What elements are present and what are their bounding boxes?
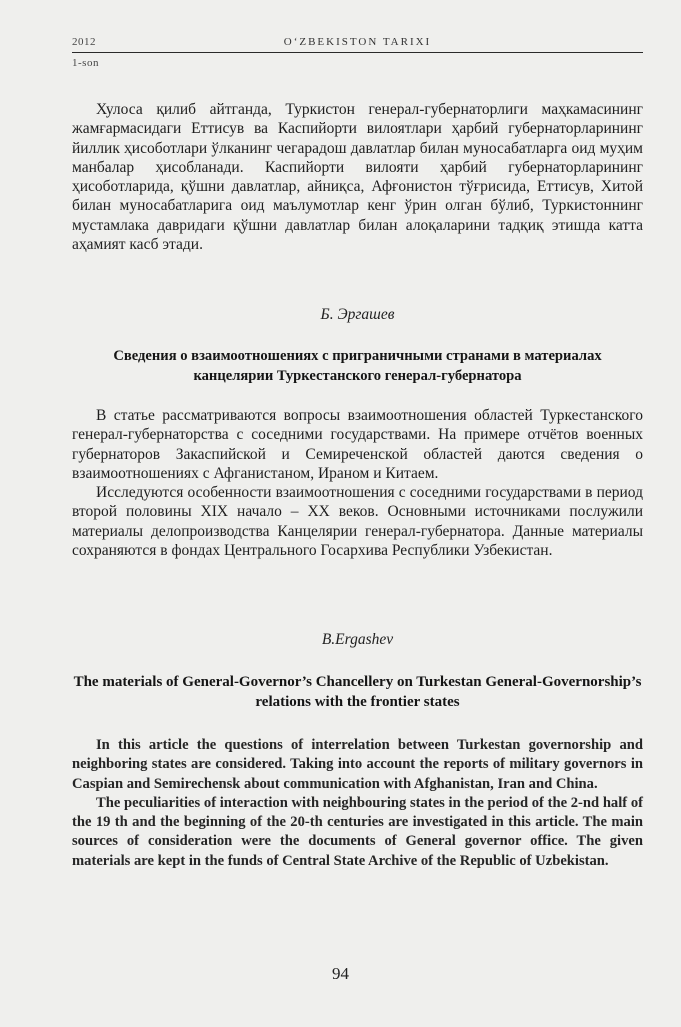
header-rule: [72, 52, 643, 53]
en-abstract-body: [72, 736, 643, 871]
en-author: B.Ergashev: [321, 631, 394, 648]
ru-author: Б. Эргашев: [320, 306, 395, 323]
header-journal-title: O‘ZBEKISTON TARIXI: [283, 36, 432, 48]
ru-abstract-body: [72, 406, 643, 560]
ru-abstract-paragraph-1: В статье рассматриваются вопросы взаимоотношения областей Туркестанского генерал-губернаторства с соседними государствами. На примере отчётов военных губернаторов Закаспийской и Семиреченской областей даются сведения о взаимоотношениях с Афганистаном, Ираном и Китаем.: [72, 407, 643, 482]
en-abstract-paragraph-2: The peculiarities of interaction with neighbouring states in the period of the 2-nd half of the 19 th and the beginning of the 20-th centuries are investigated in this article. The main sources of consideration were the documents of General governor office. The given materials are kept in the funds of Central State Archive of the Republic of Uzbekistan.: [72, 794, 643, 869]
uzbek-conclusion: [72, 100, 643, 254]
header-year: 2012: [72, 36, 96, 48]
ru-abstract-paragraph-2: Исследуются особенности взаимоотношения с соседними государствами в период второй половины XIX начало – XX веков. Основными источниками послужили материалы делопроизводства Канцелярии генерал-губернатора. Данные материалы сохраняются в фондах Центрального Госархива Республики Узбекистан.: [72, 484, 643, 560]
uzbek-conclusion-paragraph: Хулоса қилиб айтганда, Туркистон генерал-губернаторлиги маҳкамасининг жамғармасидаги Еттисув ва Каспийорти вилоятлари ҳарбий губернаторларининг йиллик ҳисоботлари ўлканинг чегарадош давлатлар билан муносабатларга оид муҳим манбалар ҳисобланади. Каспийорти вилояти ҳарбий губернаторларининг ҳисоботларида, қўшни давлатлар, айниқса, Афғонистон тўғрисида, Еттисув, Хитой билан муносабатларига оид маълумотлар кенг ўрин олган бўлиб, Туркистоннинг мустамлака давридаги қўшни давлатлар билан алоқаларини тадқиқ этишда катта аҳамият касб этади.: [72, 101, 643, 254]
en-abstract-paragraph-1: In this article the questions of interrelation between Turkestan governorship and neighboring states are considered. Taking into account the reports of military governors in Caspian and Semirechensk about communication with Afghanistan, Iran and China.: [72, 737, 643, 792]
ru-title: Сведения о взаимоотношениях с приграничными странами в материалах канцелярии Туркестанского генерал-губернатора: [113, 348, 602, 384]
running-header: [72, 32, 643, 54]
header-issue: 1-son: [72, 57, 99, 69]
en-title: The materials of General-Governor’s Chancellery on Turkestan General-Governorship’s relations with the frontier states: [73, 674, 642, 710]
page-number: 94: [332, 964, 349, 983]
